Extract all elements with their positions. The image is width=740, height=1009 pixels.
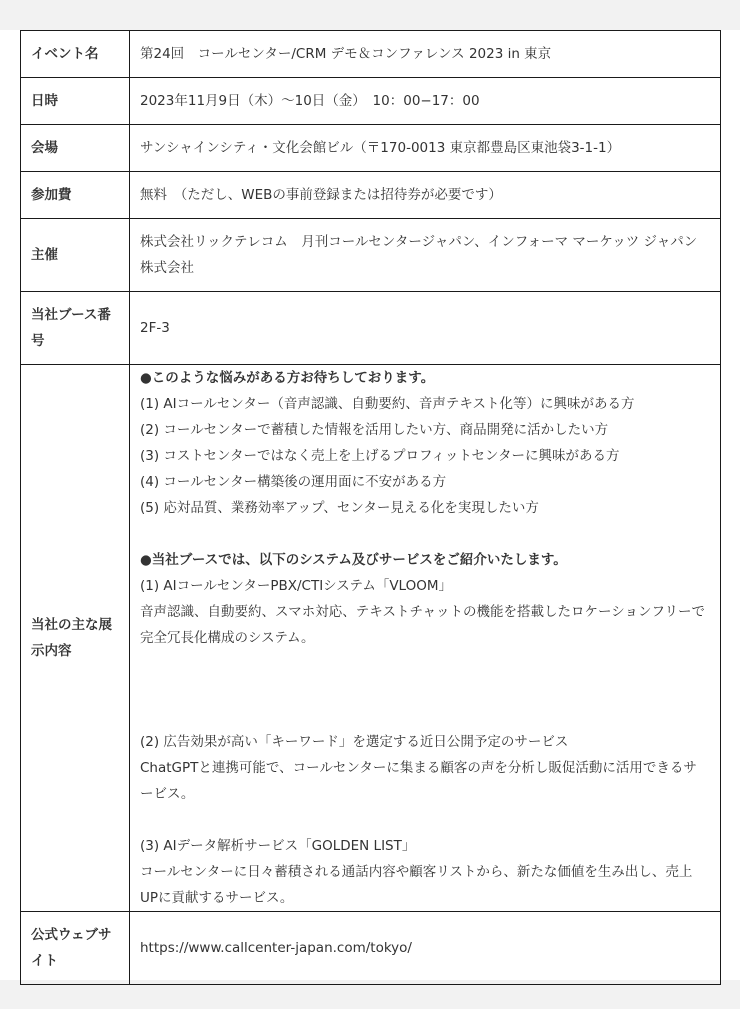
- spacer: [140, 703, 710, 729]
- venue-value: サンシャインシティ・文化会館ビル（〒170-0013 東京都豊島区東池袋3-1-1）: [130, 125, 721, 172]
- list-item: (5) 応対品質、業務効率アップ、センター見える化を実現したい方: [140, 500, 539, 516]
- service-title: (3) AIデータ解析サービス「GOLDEN LIST」: [140, 838, 416, 854]
- concerns-heading: ●このような悩みがある方お待ちしております。: [140, 370, 435, 386]
- table-row-booth-number: [21, 292, 721, 365]
- row-label: イベント名: [21, 31, 130, 78]
- table-row-organizer: [21, 219, 721, 292]
- page-content: [0, 30, 740, 980]
- list-item: (3) コストセンターではなく売上を上げるプロフィットセンターに興味がある方: [140, 448, 620, 464]
- booth-number-value: 2F-3: [130, 292, 721, 365]
- row-label: 公式ウェブサイト: [21, 912, 130, 985]
- list-item: (4) コールセンター構築後の運用面に不安がある方: [140, 474, 447, 490]
- event-info-table: [20, 30, 721, 985]
- row-label: 会場: [21, 125, 130, 172]
- list-item: (2) コールセンターで蓄積した情報を活用したい方、商品開発に活かしたい方: [140, 422, 609, 438]
- table-row-fee: [21, 172, 721, 219]
- row-label: 日時: [21, 78, 130, 125]
- table-row-venue: [21, 125, 721, 172]
- table-row-event-name: [21, 31, 721, 78]
- spacer: [140, 807, 710, 833]
- table-row-website: [21, 912, 721, 985]
- services-heading: ●当社ブースでは、以下のシステム及びサービスをご紹介いたします。: [140, 552, 567, 568]
- service-title: (2) 広告効果が高い「キーワード」を選定する近日公開予定のサービス: [140, 734, 569, 750]
- spacer: [140, 651, 710, 677]
- service-description: コールセンターに日々蓄積される通話内容や顧客リストから、新たな価値を生み出し、売上UPに貢献するサービス。: [140, 864, 693, 906]
- row-label: 当社の主な展示内容: [21, 365, 130, 912]
- table-row-exhibit: [21, 365, 721, 912]
- service-description: ChatGPTと連携可能で、コールセンターに集まる顧客の声を分析し販促活動に活用できるサービス。: [140, 760, 697, 802]
- list-item: (1) AIコールセンター（音声認識、自動要約、音声テキスト化等）に興味がある方: [140, 396, 635, 412]
- service-title: (1) AIコールセンターPBX/CTIシステム「VLOOM」: [140, 578, 452, 594]
- spacer: [140, 521, 710, 547]
- table-row-datetime: [21, 78, 721, 125]
- organizer-value: 株式会社リックテレコム 月刊コールセンタージャパン、インフォーマ マーケッツ ジャパン株式会社: [130, 219, 721, 292]
- fee-value: 無料 （ただし、WEBの事前登録または招待券が必要です）: [130, 172, 721, 219]
- website-url[interactable]: https://www.callcenter-japan.com/tokyo/: [130, 912, 721, 985]
- row-label: 主催: [21, 219, 130, 292]
- row-label: 参加費: [21, 172, 130, 219]
- exhibit-content: [130, 365, 721, 912]
- datetime-value: 2023年11月9日（木）～10日（金） 10：00−17：00: [130, 78, 721, 125]
- row-label: 当社ブース番号: [21, 292, 130, 365]
- service-description: 音声認識、自動要約、スマホ対応、テキストチャットの機能を搭載したロケーションフリーで完全冗長化構成のシステム。: [140, 604, 705, 646]
- spacer: [140, 677, 710, 703]
- event-name-value: 第24回 コールセンター/CRM デモ＆コンファレンス 2023 in 東京: [130, 31, 721, 78]
